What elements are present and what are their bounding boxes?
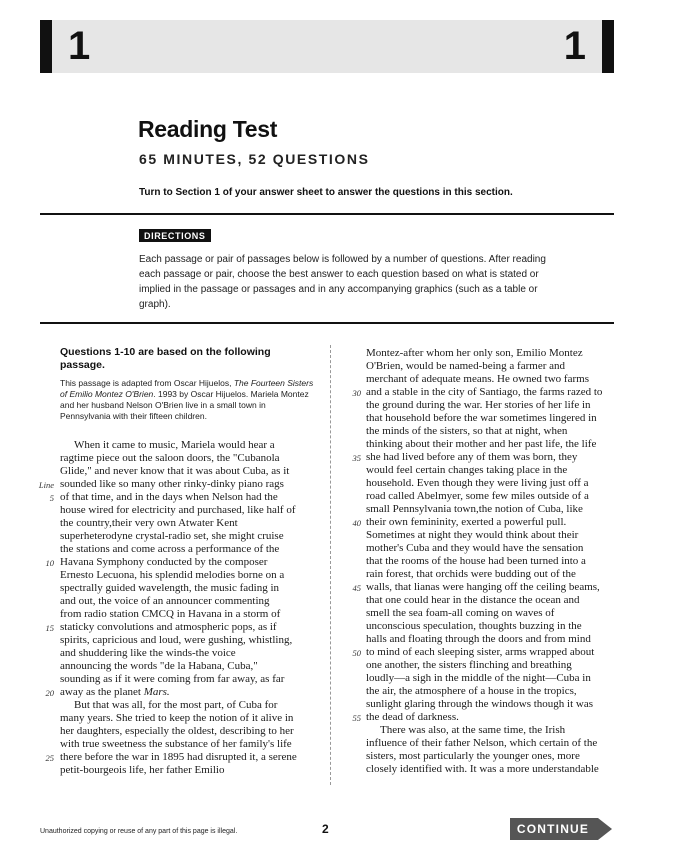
passage-line: spectrally guided wavelength, the music fading in [60, 582, 280, 594]
header-left-bar [40, 20, 52, 73]
line-number: 15 [45, 623, 54, 633]
passage-line: rain forest, that orchids were budding out of the [366, 568, 576, 580]
passage-line: one another, the sisters flinching and breathing [366, 659, 572, 671]
passage-line: But that was all, for the most part, of Cuba for [74, 699, 278, 711]
passage-line: the minds of the sisters, so that at night, when [366, 425, 568, 437]
passage-line: loudly—a sigh in the middle of the night—Cuba in [366, 672, 591, 684]
passage-line: mother's Cuba and they would have the sensation [366, 542, 584, 554]
page-title: Reading Test [138, 116, 278, 142]
passage-line: There was also, at the same time, the Irish [380, 724, 566, 736]
passage-line: staticky convolutions and atmospheric pops, as if [60, 621, 277, 633]
source-after: . 1993 by Oscar Hijuelos. Mariela Montez and her husband Nelson O'Brien live in a small town in Pennsylvania with their fifteen children. [60, 389, 309, 421]
passage-line: the stations and come across a performance of the [60, 543, 280, 555]
passage-line: closely identified with. It was a more understandable [366, 763, 599, 775]
passage-line: the country,their very own Atwater Kent [60, 517, 238, 529]
page-number: 2 [322, 822, 329, 836]
passage-line: she had lived before any of them was born, they [366, 451, 578, 463]
passage-line: sounded like so many other rinky-dinky piano rags [60, 478, 284, 490]
passage-line: Sometimes at night they would think about their [366, 529, 579, 541]
line-number: 20 [45, 688, 54, 698]
passage-line: thinking about their mother and her past life, the life [366, 438, 597, 450]
line-number: Line [38, 480, 54, 490]
passage-line: that one could hear in the distance the ocean and [366, 594, 580, 606]
passage-line: sounding as if it were coming from far away, as far [60, 673, 285, 685]
line-number: 35 [352, 453, 361, 463]
line-number: 5 [49, 493, 54, 503]
continue-button[interactable] [510, 818, 612, 840]
line-number: 50 [352, 648, 361, 658]
passage-source [60, 378, 315, 422]
header-right-bar [602, 20, 614, 73]
passage-line: merchant of adequate means. He owned two farms [366, 373, 589, 385]
page-subtitle: 65 MINUTES, 52 QUESTIONS [139, 151, 370, 167]
line-number: 40 [352, 518, 361, 528]
passage-line: with true sweetness the substance of her family's life [60, 738, 292, 750]
section-instruction: Turn to Section 1 of your answer sheet to answer the questions in this section. [139, 187, 513, 198]
line-number: 25 [45, 753, 54, 763]
passage-line: unconscious speculation, thoughts buzzing in the [366, 620, 582, 632]
passage-line: the air, the atmosphere of a house in the tropics, [366, 685, 577, 697]
passage-line: from radio station CMCQ in Havana in a storm of [60, 608, 281, 620]
italic-word: Mars. [143, 686, 170, 698]
copyright-notice: Unauthorized copying or reuse of any part of this page is illegal. [40, 828, 238, 835]
passage-line: superheterodyne crystal-radio set, she might cruise [60, 530, 284, 542]
passage-line: household. Even though they were living just off a [366, 477, 589, 489]
divider-bottom [40, 322, 614, 324]
passage-line: and out, the voice of an announcer commenting [60, 595, 270, 607]
passage-line: O'Brien, would be named-being a farmer and [366, 360, 565, 372]
passage-line: Ernesto Lecuona, his splendid melodies borne on a [60, 569, 285, 581]
directions-badge: DIRECTIONS [139, 229, 211, 242]
column-divider [330, 345, 331, 785]
passage-line: When it came to music, Mariela would hear a [74, 439, 275, 451]
passage-line: ragtime piece out the saloon doors, the "Cubanola [60, 452, 280, 464]
line-number: 30 [352, 388, 361, 398]
line-number: 10 [45, 558, 54, 568]
line-number: 55 [352, 713, 361, 723]
line-number: 45 [352, 583, 361, 593]
passage-line: and a stable in the city of Santiago, the farms razed to [366, 386, 603, 398]
passage-line: sunlight glaring through the windows though it was [366, 698, 594, 710]
source-before: This passage is adapted from Oscar Hijuelos, [60, 378, 234, 388]
passage-line: spirits, capricious and loud, were gushing, whistling, [60, 634, 293, 646]
passage-line: sisters, most particularly the younger ones, more [366, 750, 580, 762]
passage-line: Havana Symphony conducted by the composer [60, 556, 268, 568]
passage-line: house wired for electricity and purchased, like half of [60, 504, 296, 516]
questions-intro: Questions 1-10 are based on the following passage. [60, 346, 271, 371]
divider-top [40, 213, 614, 215]
passage-line: many years. She tried to keep the notion of it alive in [60, 712, 294, 724]
passage-line: would feel certain changes taking place in the [366, 464, 568, 476]
passage-line: the dead of darkness. [366, 711, 459, 723]
passage-line: announcing the words "de la Habana, Cuba," [60, 660, 258, 672]
passage-line: away as the planet Mars. [60, 686, 170, 698]
passage-line: the ground during the war. Her stories of her life in [366, 399, 591, 411]
continue-label: CONTINUE [516, 822, 590, 836]
directions-text: Each passage or pair of passages below is followed by a number of questions. After reading each passage or pair, choose the best answer to each question based on what is stated or implied in the passage or passages and in any accompanying graphics (such as a table or graph). [139, 254, 546, 310]
passage-line: that household before the war sometimes lingered in [366, 412, 597, 424]
section-header-band [40, 20, 614, 73]
passage-line: Glide," and never know that it was about Cuba, as it [60, 465, 290, 477]
source-book-title: The Fourteen Sisters of Emilio Montez O'Brien [60, 378, 314, 399]
passage-line: road called Abelmyer, some few miles outside of a [366, 490, 589, 502]
passage-line: halls and floating through the doors and from mind [366, 633, 591, 645]
section-number-right: 1 [563, 24, 586, 68]
passage-line: that the rooms of the house had been turned into a [366, 555, 586, 567]
passage-line: smell the sea foam-all coming on waves of [366, 607, 555, 619]
passage-line: there before the war in 1895 had disrupted it, a serene [60, 751, 297, 763]
passage-line: walls, that lianas were hanging off the ceiling beams, [366, 581, 600, 593]
passage-line: to mind of each sleeping sister, arms wrapped about [366, 646, 595, 658]
passage-line: influence of their father Nelson, which certain of the [366, 737, 598, 749]
passage-line: and shuddering like the winds-the voice [60, 647, 236, 659]
passage-line: of that time, and in the days when Nelson had the [60, 491, 278, 503]
section-number-left: 1 [68, 24, 91, 68]
passage-line: Montez-after whom her only son, Emilio Montez [366, 347, 583, 359]
passage-line: petit-bourgeois life, her father Emilio [60, 764, 225, 776]
passage-line: small Pennsylvania town,the notion of Cuba, like [366, 503, 583, 515]
passage-line: her daughters, especially the oldest, describing to her [60, 725, 294, 737]
passage-line: their own femininity, exerted a powerful pull. [366, 516, 567, 528]
